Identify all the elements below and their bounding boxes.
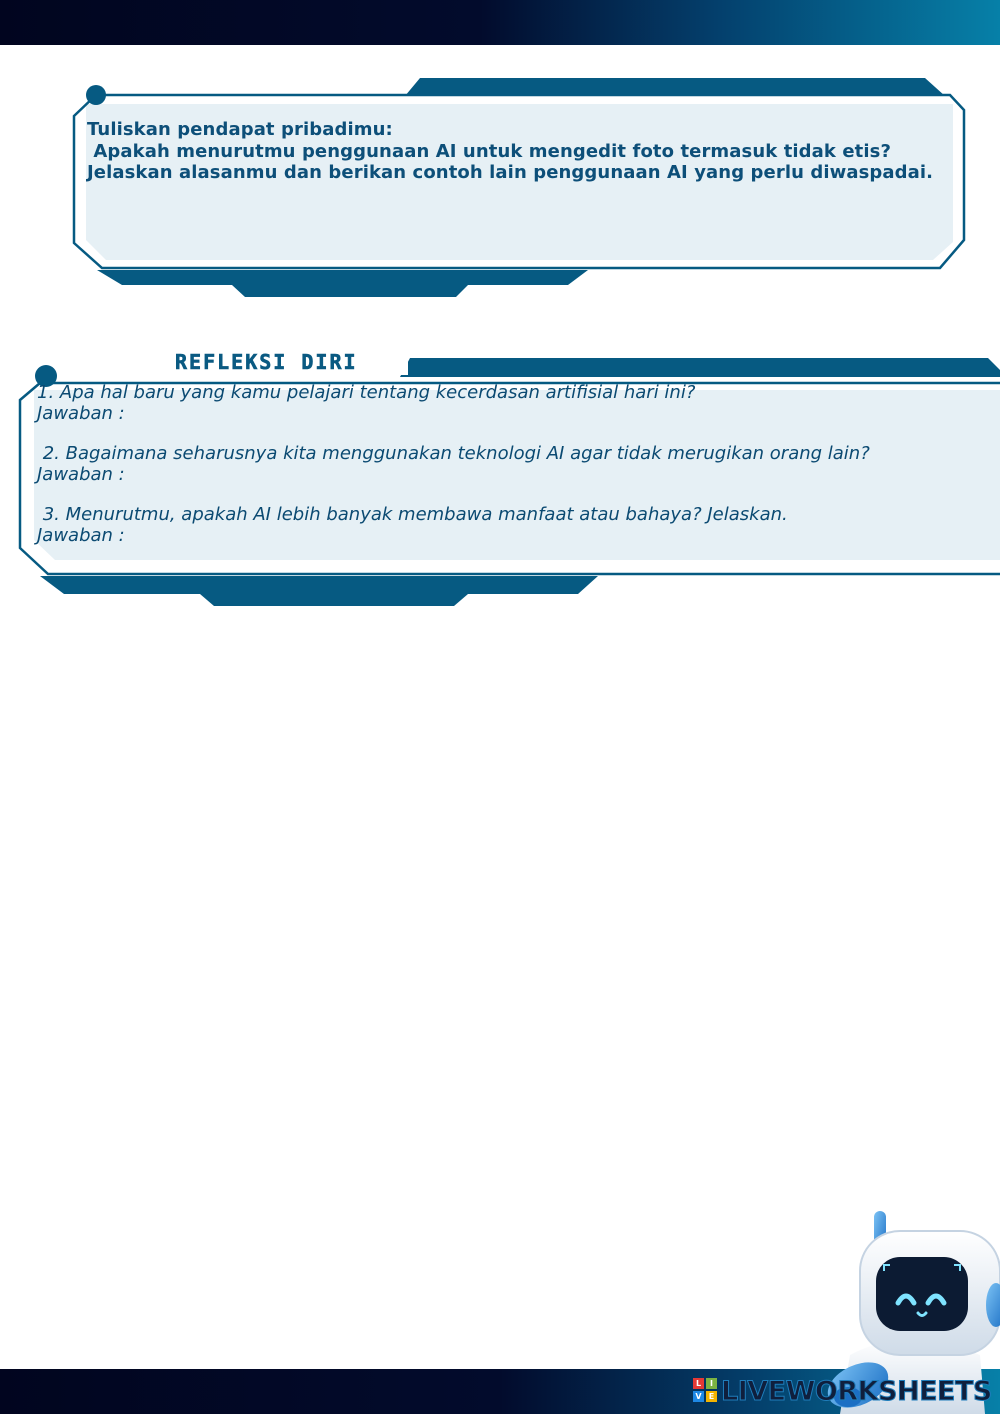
opinion-prompt	[87, 119, 987, 184]
reflection-title-tab	[168, 347, 408, 375]
prompt-panel-frame	[74, 78, 964, 297]
reflection-title: REFLEKSI DIRI	[175, 350, 358, 374]
answer-label-3[interactable]: Jawaban :	[37, 524, 125, 546]
prompt-line: Apakah menurutmu penggunaan AI untuk mengedit foto termasuk tidak etis?	[87, 140, 891, 162]
answer-label-1[interactable]: Jawaban :	[37, 402, 125, 424]
answer-label-2[interactable]: Jawaban :	[37, 463, 125, 485]
tile-v: V	[693, 1391, 704, 1402]
prompt-line: Tuliskan pendapat pribadimu:	[87, 119, 393, 140]
tile-l: L	[693, 1378, 704, 1389]
tile-e: E	[706, 1391, 717, 1402]
question-1: 1. Apa hal baru yang kamu pelajari tentang kecerdasan artifisial hari ini?	[37, 382, 696, 403]
question-3: 3. Menurutmu, apakah AI lebih banyak membawa manfaat atau bahaya? Jelaskan.	[37, 504, 788, 525]
liveworksheets-brand: LIVEWORKSHEETS	[721, 1376, 992, 1407]
tile-i: I	[706, 1378, 717, 1389]
question-2: 2. Bagaimana seharusnya kita menggunakan teknologi AI agar tidak merugikan orang lain?	[37, 443, 870, 464]
reflection-questions	[37, 383, 997, 546]
prompt-line: Jelaskan alasanmu dan berikan contoh lain penggunaan AI yang perlu diwaspadai.	[87, 162, 934, 183]
liveworksheets-tiles-icon	[693, 1378, 717, 1402]
